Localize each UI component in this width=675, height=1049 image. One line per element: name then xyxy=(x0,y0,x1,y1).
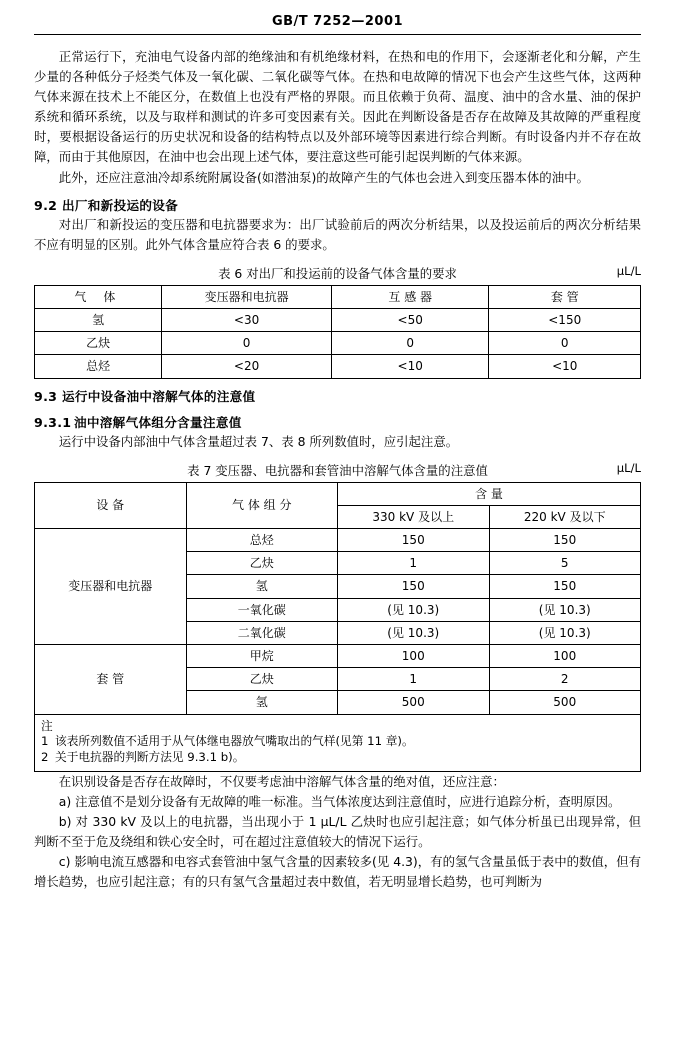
table-row-header xyxy=(35,482,641,505)
table-6-header-2: 互 感 器 xyxy=(331,285,489,308)
paragraph-9-3-1-body: 运行中设备内部油中气体含量超过表 7、表 8 所列数值时，应引起注意。 xyxy=(58,433,459,449)
section-title-9-3: 运行中设备油中溶解气体的注意值 xyxy=(62,388,256,404)
section-heading-9-3 xyxy=(34,386,641,405)
section-heading-9-3-1 xyxy=(34,412,641,431)
table-7-g1-r1-c0: 乙炔 xyxy=(186,552,338,575)
table-6-r1-c2: 0 xyxy=(331,332,489,355)
table-6-unit: μL/L xyxy=(616,263,641,278)
table-7-caption-row xyxy=(34,461,641,479)
table-6 xyxy=(34,285,641,379)
table-row xyxy=(35,355,641,378)
table-7-g1-r2-c0: 氢 xyxy=(186,575,338,598)
table-6-caption: 表 6 对出厂和投运前的设备气体含量的要求 xyxy=(218,265,457,281)
table-7-note-2-text: 关于电抗器的判断方法见 9.3.1 b)。 xyxy=(55,750,245,765)
table-6-r2-c1: <20 xyxy=(162,355,332,378)
table-row xyxy=(35,309,641,332)
section-number-9-3: 9.3 xyxy=(34,388,58,404)
table-7-header-component: 气 体 组 分 xyxy=(186,482,338,528)
table-7-header-sub-220kv: 220 kV 及以下 xyxy=(489,505,641,528)
table-7-unit: μL/L xyxy=(616,460,641,475)
table-7-note-1-text: 该表所列数值不适用于从气体继电器放气嘴取出的气样(见第 11 章)。 xyxy=(55,734,414,749)
table-7-g1-r0-c2: 150 xyxy=(489,529,641,552)
table-7-g2-r1-c1: 1 xyxy=(338,668,490,691)
list-item-b: b) 对 330 kV 及以上的电抗器，当出现小于 1 μL/L 乙炔时也应引起注意；如气体分析虽已出现异常，但判断不至于危及绕组和铁心安全时，可在超过注意值较大的情况下运行。 xyxy=(34,814,641,850)
table-7-header-sub-330kv: 330 kV 及以上 xyxy=(338,505,490,528)
table-7-g1-r3-c0: 一氧化碳 xyxy=(186,598,338,621)
table-7-g1-r2-c1: 150 xyxy=(338,575,490,598)
table-6-r1-c0: 乙炔 xyxy=(35,332,162,355)
table-7-g2-r2-c0: 氢 xyxy=(186,691,338,714)
section-title-9-3-1: 油中溶解气体组分含量注意值 xyxy=(74,414,242,430)
table-7-g1-r4-c1: (见 10.3) xyxy=(338,621,490,644)
table-7-note-2 xyxy=(41,750,634,766)
table-7-caption: 表 7 变压器、电抗器和套管油中溶解气体含量的注意值 xyxy=(187,462,488,478)
table-7-g2-r0-c0: 甲烷 xyxy=(186,645,338,668)
table-6-header-3: 套 管 xyxy=(489,285,641,308)
table-7-g1-r3-c2: (见 10.3) xyxy=(489,598,641,621)
table-7-g2-r1-c2: 2 xyxy=(489,668,641,691)
table-row xyxy=(35,529,641,552)
table-7-g1-r1-c1: 1 xyxy=(338,552,490,575)
paragraph-intro: 正常运行下，充油电气设备内部的绝缘油和有机绝缘材料，在热和电的作用下，会逐渐老化和分解，产生少量的各种低分子烃类气体及一氧化碳、二氧化碳等气体。在热和电故障的情况下也会产生这些气体，这两种气体来源在技术上不能区分，在数值上也没有严格的界限。而且依赖于负荷、温度、油中的含水量、油的保护系统和循环系统，以及与取样和测试的许多可变因素有关。因此在判断设备是否存在故障及其故障的严重程度时，要根据设备运行的历史状况和设备的结构特点以及外部环境等因素进行综合判断。有时设备内并不存在故障，而由于其他原因，在油中也会出现上述气体，要注意这些可能引起误判断的气体来源。 xyxy=(34,49,641,165)
table-6-header-1: 变压器和电抗器 xyxy=(162,285,332,308)
table-6-r2-c3: <10 xyxy=(489,355,641,378)
table-7-note-2-index: 2 xyxy=(41,750,49,765)
table-6-r0-c0: 氢 xyxy=(35,309,162,332)
table-6-r2-c0: 总烃 xyxy=(35,355,162,378)
table-7-g1-r3-c1: (见 10.3) xyxy=(338,598,490,621)
page-header: GB/T 7252—2001 xyxy=(271,14,404,29)
table-7-note-1-index: 1 xyxy=(41,734,49,749)
table-7-g1-r0-c0: 总烃 xyxy=(186,529,338,552)
table-7-notes xyxy=(35,714,641,771)
section-number-9-3-1: 9.3.1 xyxy=(34,414,72,430)
table-6-r0-c3: <150 xyxy=(489,309,641,332)
table-7-g1-r0-c1: 150 xyxy=(338,529,490,552)
table-7-g1-r1-c2: 5 xyxy=(489,552,641,575)
section-heading-9-2 xyxy=(34,195,641,214)
table-row xyxy=(35,645,641,668)
paragraph-cooling-note: 此外，还应注意油冷却系统附属设备(如潜油泵)的故障产生的气体也会进入到变压器本体的油中。 xyxy=(58,169,589,185)
table-7 xyxy=(34,482,641,772)
table-7-g1-r4-c2: (见 10.3) xyxy=(489,621,641,644)
table-6-caption-row xyxy=(34,264,641,282)
table-6-header-0: 气 体 xyxy=(35,285,162,308)
table-7-g2-r0-c2: 100 xyxy=(489,645,641,668)
table-row-notes xyxy=(35,714,641,771)
table-6-r2-c2: <10 xyxy=(331,355,489,378)
paragraph-9-2-body: 对出厂和新投运的变压器和电抗器要求为：出厂试验前后的两次分析结果，以及投运前后的两次分析结果不应有明显的区别。此外气体含量应符合表 6 的要求。 xyxy=(34,216,641,252)
table-7-header-content: 含 量 xyxy=(338,482,641,505)
table-7-note-1 xyxy=(41,734,634,750)
section-number-9-2: 9.2 xyxy=(34,197,58,213)
list-item-c: c) 影响电流互感器和电容式套管油中氢气含量的因素较多(见 4.3)，有的氢气含量虽低于表中的数值，但有增长趋势，也应引起注意；有的只有氢气含量超过表中数值，若无明显增长趋势，也可判断为 xyxy=(34,854,641,890)
table-7-header-equipment: 设 备 xyxy=(35,482,187,528)
table-7-note-title: 注 xyxy=(41,718,53,733)
list-item-a: a) 注意值不是划分设备有无故障的唯一标准。当气体浓度达到注意值时，应进行追踪分析，查明原因。 xyxy=(58,794,621,810)
table-row-header xyxy=(35,285,641,308)
table-6-r0-c1: <30 xyxy=(162,309,332,332)
table-7-group-transformer: 变压器和电抗器 xyxy=(35,529,187,645)
header-divider xyxy=(34,34,641,35)
table-7-g1-r4-c0: 二氧化碳 xyxy=(186,621,338,644)
table-7-g2-r2-c2: 500 xyxy=(489,691,641,714)
table-6-r1-c3: 0 xyxy=(489,332,641,355)
table-6-r0-c2: <50 xyxy=(331,309,489,332)
table-7-g2-r1-c0: 乙炔 xyxy=(186,668,338,691)
section-title-9-2: 出厂和新投运的设备 xyxy=(62,197,179,213)
table-row xyxy=(35,332,641,355)
table-7-g2-r2-c1: 500 xyxy=(338,691,490,714)
table-6-r1-c1: 0 xyxy=(162,332,332,355)
table-7-g1-r2-c2: 150 xyxy=(489,575,641,598)
table-7-g2-r0-c1: 100 xyxy=(338,645,490,668)
table-7-group-bushing: 套 管 xyxy=(35,645,187,715)
paragraph-identify-fault: 在识别设备是否存在故障时，不仅要考虑油中溶解气体含量的绝对值，还应注意： xyxy=(58,773,505,789)
